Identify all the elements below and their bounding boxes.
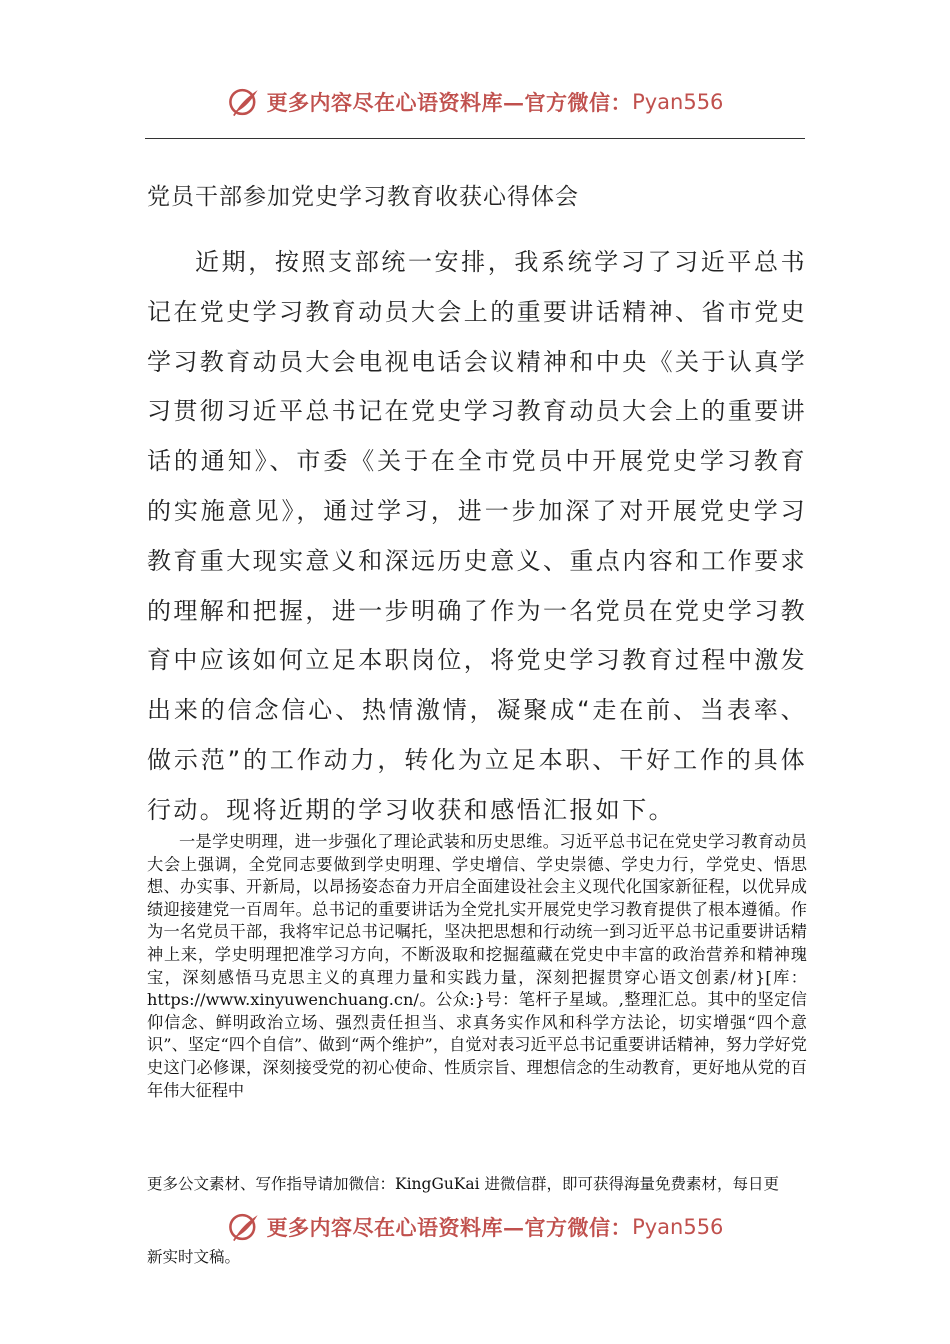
header-divider	[145, 138, 805, 139]
quill-logo-icon	[227, 1210, 261, 1244]
footer-note: 更多公文素材、写作指导请加微信：KingGuKai 进微信群，即可获得海量免费素材，每日更	[147, 1175, 780, 1193]
banner-wechat-id: Pyan556	[632, 90, 724, 114]
body-paragraph: 一是学史明理，进一步强化了理论武装和历史思维。习近平总书记在党史学习教育动员大会上强调，全党同志要做到学史明理、学史增信、学史崇德、学史力行，学党史、悟思想、办实事、开新局，以昂扬姿态奋力开启全面建设社会主义现代化国家新征程，以优异成绩迎接建党一百周年。总书记的重要讲话为全党扎实开展党史学习教育提供了根本遵循。作为一名党员干部，我将牢记总书记嘱托，坚决把思想和行动统一到习近平总书记重要讲话精神上来，学史明理把准学习方向，不断汲取和挖掘蕴藏在党史中丰富的政治营养和精神瑰宝，深刻感悟马克思主义的真理力量和实践力量，深刻把握贯穿心语文创素/材}[库：https://www.xinyuwenchuang.cn/。公众:}号：笔杆子星域。,整理汇总。其中的坚定信仰信念、鲜明政治立场、强烈责任担当、求真务实作风和科学方法论，切实增强“四个意识”、坚定“四个自信”、做到“两个维护”，自觉对表习近平总书记重要讲话精神，努力学好党史这门必修课，深刻接受党的初心使命、性质宗旨、理想信念的生动教育，更好地从党的百年伟大征程中	[147, 832, 807, 1100]
footer-note-continued: 新实时文稿。	[147, 1248, 241, 1266]
footer-banner	[0, 1207, 950, 1247]
lead-paragraph: 近期，按照支部统一安排，我系统学习了习近平总书记在党史学习教育动员大会上的重要讲话精神、省市党史学习教育动员大会电视电话会议精神和中央《关于认真学习贯彻习近平总书记在党史学习教育动员大会上的重要讲话的通知》、市委《关于在全市党员中开展党史学习教育的实施意见》，通过学习，进一步加深了对开展党史学习教育重大现实意义和深远历史意义、重点内容和工作要求的理解和把握，进一步明确了作为一名党员在党史学习教育中应该如何立足本职岗位，将党史学习教育过程中激发出来的信念信心、热情激情，凝聚成“走在前、当表率、做示范”的工作动力，转化为立足本职、干好工作的具体行动。现将近期的学习收获和感悟汇报如下。	[147, 248, 807, 824]
banner-text: 更多内容尽在心语资料库—官方微信：	[266, 90, 633, 115]
header-banner	[0, 82, 950, 122]
quill-logo-icon	[227, 85, 261, 119]
footer-banner-text: 更多内容尽在心语资料库—官方微信：	[266, 1215, 633, 1240]
footer-banner-wechat-id: Pyan556	[632, 1215, 724, 1239]
document-title: 党员干部参加党史学习教育收获心得体会	[147, 184, 579, 210]
